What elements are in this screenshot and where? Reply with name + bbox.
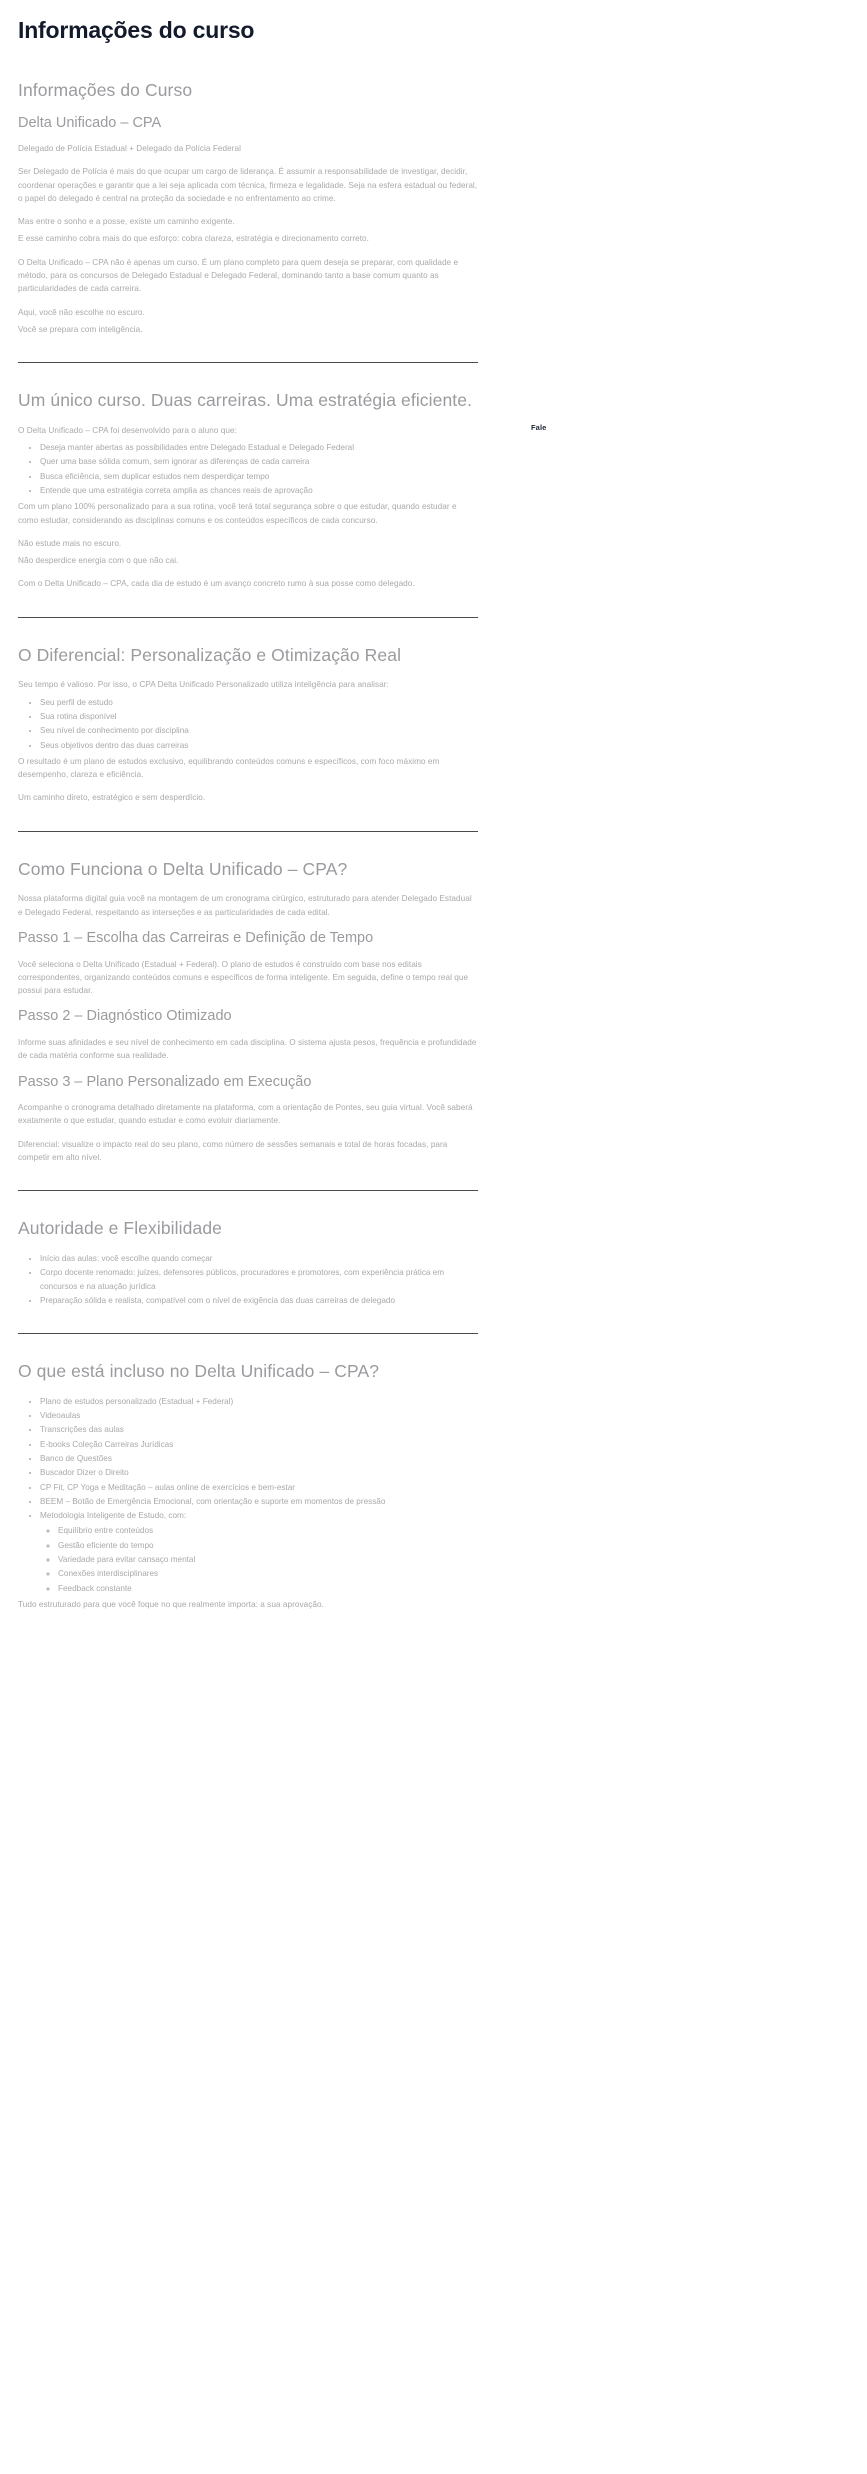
list-item: • Videoaulas: [40, 1409, 478, 1422]
course-tagline: Delegado de Polícia Estadual + Delegado da Polícia Federal: [18, 144, 241, 154]
section-heading-incluso: O que está incluso no Delta Unificado – CPA?: [18, 1361, 380, 1382]
list-item: • Corpo docente renomado: juízes, defensores públicos, procuradores e promotores, com experiência prática em concursos e na atuação jurídica: [40, 1266, 478, 1293]
intro-paragraph-4-line-1: Aqui, você não escolhe no escuro.: [18, 307, 145, 317]
intro-paragraph-1: Ser Delegado de Polícia é mais do que ocupar um cargo de liderança. É assumir a responsabilidade de investigar, decidir, coordenar operações e garantir que a lei seja aplicada com técnica, firmeza e legalidade. Seja na esfera estadual ou federal, o papel do delegado é central na proteção da sociedade e no enfrentamento ao crime.: [18, 167, 478, 203]
list-item: • Deseja manter abertas as possibilidades entre Delegado Estadual e Delegado Federal: [40, 441, 478, 454]
step-3-text: Acompanhe o cronograma detalhado diretamente na plataforma, com a orientação de Pontes, seu guia virtual. Você saberá exatamente o que estudar, quando estudar e como evoluir diariamente.: [18, 1103, 473, 1126]
diferencial-paragraph-1: O resultado é um plano de estudos exclusivo, equilibrando conteúdos comuns e específicos, com foco máximo em desempenho, clareza e eficiência.: [18, 756, 440, 780]
list-item: • CP Fit, CP Yoga e Meditação – aulas online de exercícios e bem-estar: [40, 1481, 478, 1494]
section-heading-autoridade: Autoridade e Flexibilidade: [18, 1218, 222, 1239]
list-item: ◦ Gestão eficiente do tempo: [58, 1539, 478, 1552]
list-item: • Preparação sólida e realista, compatível com o nível de exigência das duas carreiras de delegado: [40, 1294, 478, 1307]
intro-paragraph-4-line-2: Você se prepara com inteligência.: [18, 324, 143, 334]
step-1-title: Passo 1 – Escolha das Carreiras e Definição de Tempo: [18, 930, 374, 947]
section-heading-informacoes: Informações do Curso: [18, 79, 193, 100]
list-item-metodologia: [40, 1509, 478, 1595]
list-item: • Banco de Questões: [40, 1452, 478, 1465]
incluso-closing: Tudo estruturado para que você foque no que realmente importa: a sua aprovação.: [18, 1599, 324, 1609]
unico-curso-paragraph-1: Com um plano 100% personalizado para a sua rotina, você terá total segurança sobre o que estudar, quando estudar e como estudar, considerando as disciplinas comuns e os conteúdos específicos de cada concurso.: [18, 502, 457, 525]
list-item: • Entende que uma estratégia correta amplia as chances reais de aprovação: [40, 484, 478, 497]
unico-curso-paragraph-3: Com o Delta Unificado – CPA, cada dia de estudo é um avanço concreto rumo à sua posse como delegado.: [18, 579, 415, 589]
section-divider: [18, 1333, 478, 1334]
list-item: • Quer uma base sólida comum, sem ignorar as diferenças de cada carreira: [40, 455, 478, 468]
section-informacoes-do-curso: [18, 79, 478, 336]
unico-curso-paragraph-2-line-1: Não estude mais no escuro.: [18, 538, 122, 548]
list-item: ◦ Conexões interdisciplinares: [58, 1567, 478, 1580]
section-diferencial: [18, 644, 478, 805]
section-heading-como-funciona: Como Funciona o Delta Unificado – CPA?: [18, 858, 348, 879]
metodologia-label: Metodologia Inteligente de Estudo, com:: [40, 1511, 187, 1521]
section-divider: [18, 617, 478, 618]
course-name-subheading: Delta Unificado – CPA: [18, 114, 162, 131]
section-divider: [18, 831, 478, 832]
step-3-title: Passo 3 – Plano Personalizado em Execução: [18, 1073, 312, 1090]
list-item: • Seus objetivos dentro das duas carreiras: [40, 739, 478, 752]
step-2-text: Informe suas afinidades e seu nível de conhecimento em cada disciplina. O sistema ajusta pesos, frequência e profundidade de cada matéria conforme sua realidade.: [18, 1038, 477, 1061]
incluso-bullet-list: [18, 1395, 478, 1595]
list-item: • Sua rotina disponível: [40, 710, 478, 723]
section-divider: [18, 362, 478, 363]
step-2-title: Passo 2 – Diagnóstico Otimizado: [18, 1008, 232, 1025]
chat-widget-button[interactable]: Fale: [531, 423, 547, 432]
como-funciona-closing: Diferencial: visualize o impacto real do seu plano, como número de sessões semanais e total de horas focadas, para competir em alto nível.: [18, 1139, 448, 1162]
list-item: • Seu nível de conhecimento por disciplina: [40, 724, 478, 737]
unico-curso-paragraph-2-line-2: Não desperdice energia com o que não cai.: [18, 556, 179, 566]
unico-curso-bullet-list: [18, 441, 478, 497]
list-item: ◦ Feedback constante: [58, 1582, 478, 1595]
list-item: ◦ Variedade para evitar cansaço mental: [58, 1553, 478, 1566]
section-heading-um-unico-curso: Um único curso. Duas carreiras. Uma estratégia eficiente.: [18, 390, 473, 411]
list-item: • E-books Coleção Carreiras Jurídicas: [40, 1438, 478, 1451]
section-divider: [18, 1190, 478, 1191]
intro-paragraph-2-line-1: Mas entre o sonho e a posse, existe um caminho exigente.: [18, 217, 235, 227]
diferencial-paragraph-2: Um caminho direto, estratégico e sem desperdício.: [18, 793, 206, 803]
list-item: • Busca eficiência, sem duplicar estudos nem desperdiçar tempo: [40, 470, 478, 483]
list-item: ◦ Equilíbrio entre conteúdos: [58, 1524, 478, 1537]
autoridade-bullet-list: [18, 1252, 478, 1307]
metodologia-sub-list: [40, 1524, 478, 1594]
list-item: • Transcrições das aulas: [40, 1423, 478, 1436]
step-1-text: Você seleciona o Delta Unificado (Estadual + Federal). O plano de estudos é construído com base nos editais correspondentes, organizando conteúdos comuns e específicos de forma inteligente. Em seguida, define o tempo real que possui para estudar.: [18, 959, 469, 996]
list-item: • Início das aulas: você escolhe quando começar: [40, 1252, 478, 1265]
page-title: Informações do curso: [18, 17, 255, 43]
unico-curso-lead: O Delta Unificado – CPA foi desenvolvido para o aluno que:: [18, 425, 237, 435]
section-incluso: [18, 1360, 478, 1611]
list-item: • Plano de estudos personalizado (Estadual + Federal): [40, 1395, 478, 1408]
section-como-funciona: [18, 858, 478, 1165]
section-autoridade: [18, 1217, 478, 1307]
intro-paragraph-3: O Delta Unificado – CPA não é apenas um curso. É um plano completo para quem deseja se preparar, com qualidade e método, para os concursos de Delegado Estadual e Delegado Federal, dominando tanto a base comum quanto as particularidades de cada carreira.: [18, 257, 459, 294]
course-content: [0, 45, 478, 1611]
list-item: • BEEM – Botão de Emergência Emocional, com orientação e suporte em momentos de pressão: [40, 1495, 478, 1508]
diferencial-lead: Seu tempo é valioso. Por isso, o CPA Delta Unificado Personalizado utiliza inteligência para analisar:: [18, 680, 389, 690]
list-item: • Buscador Dizer o Direito: [40, 1466, 478, 1479]
como-funciona-lead: Nossa plataforma digital guia você na montagem de um cronograma cirúrgico, estruturado para atender Delegado Estadual e Delegado Federal, respeitando as interseções e as particularidades de cada edital.: [18, 894, 472, 917]
intro-paragraph-2-line-2: E esse caminho cobra mais do que esforço: cobra clareza, estratégia e direcionamento correto.: [18, 234, 369, 244]
section-um-unico-curso: [18, 389, 478, 591]
diferencial-bullet-list: [18, 696, 478, 752]
section-heading-diferencial: O Diferencial: Personalização e Otimização Real: [18, 644, 402, 665]
list-item: • Seu perfil de estudo: [40, 696, 478, 709]
